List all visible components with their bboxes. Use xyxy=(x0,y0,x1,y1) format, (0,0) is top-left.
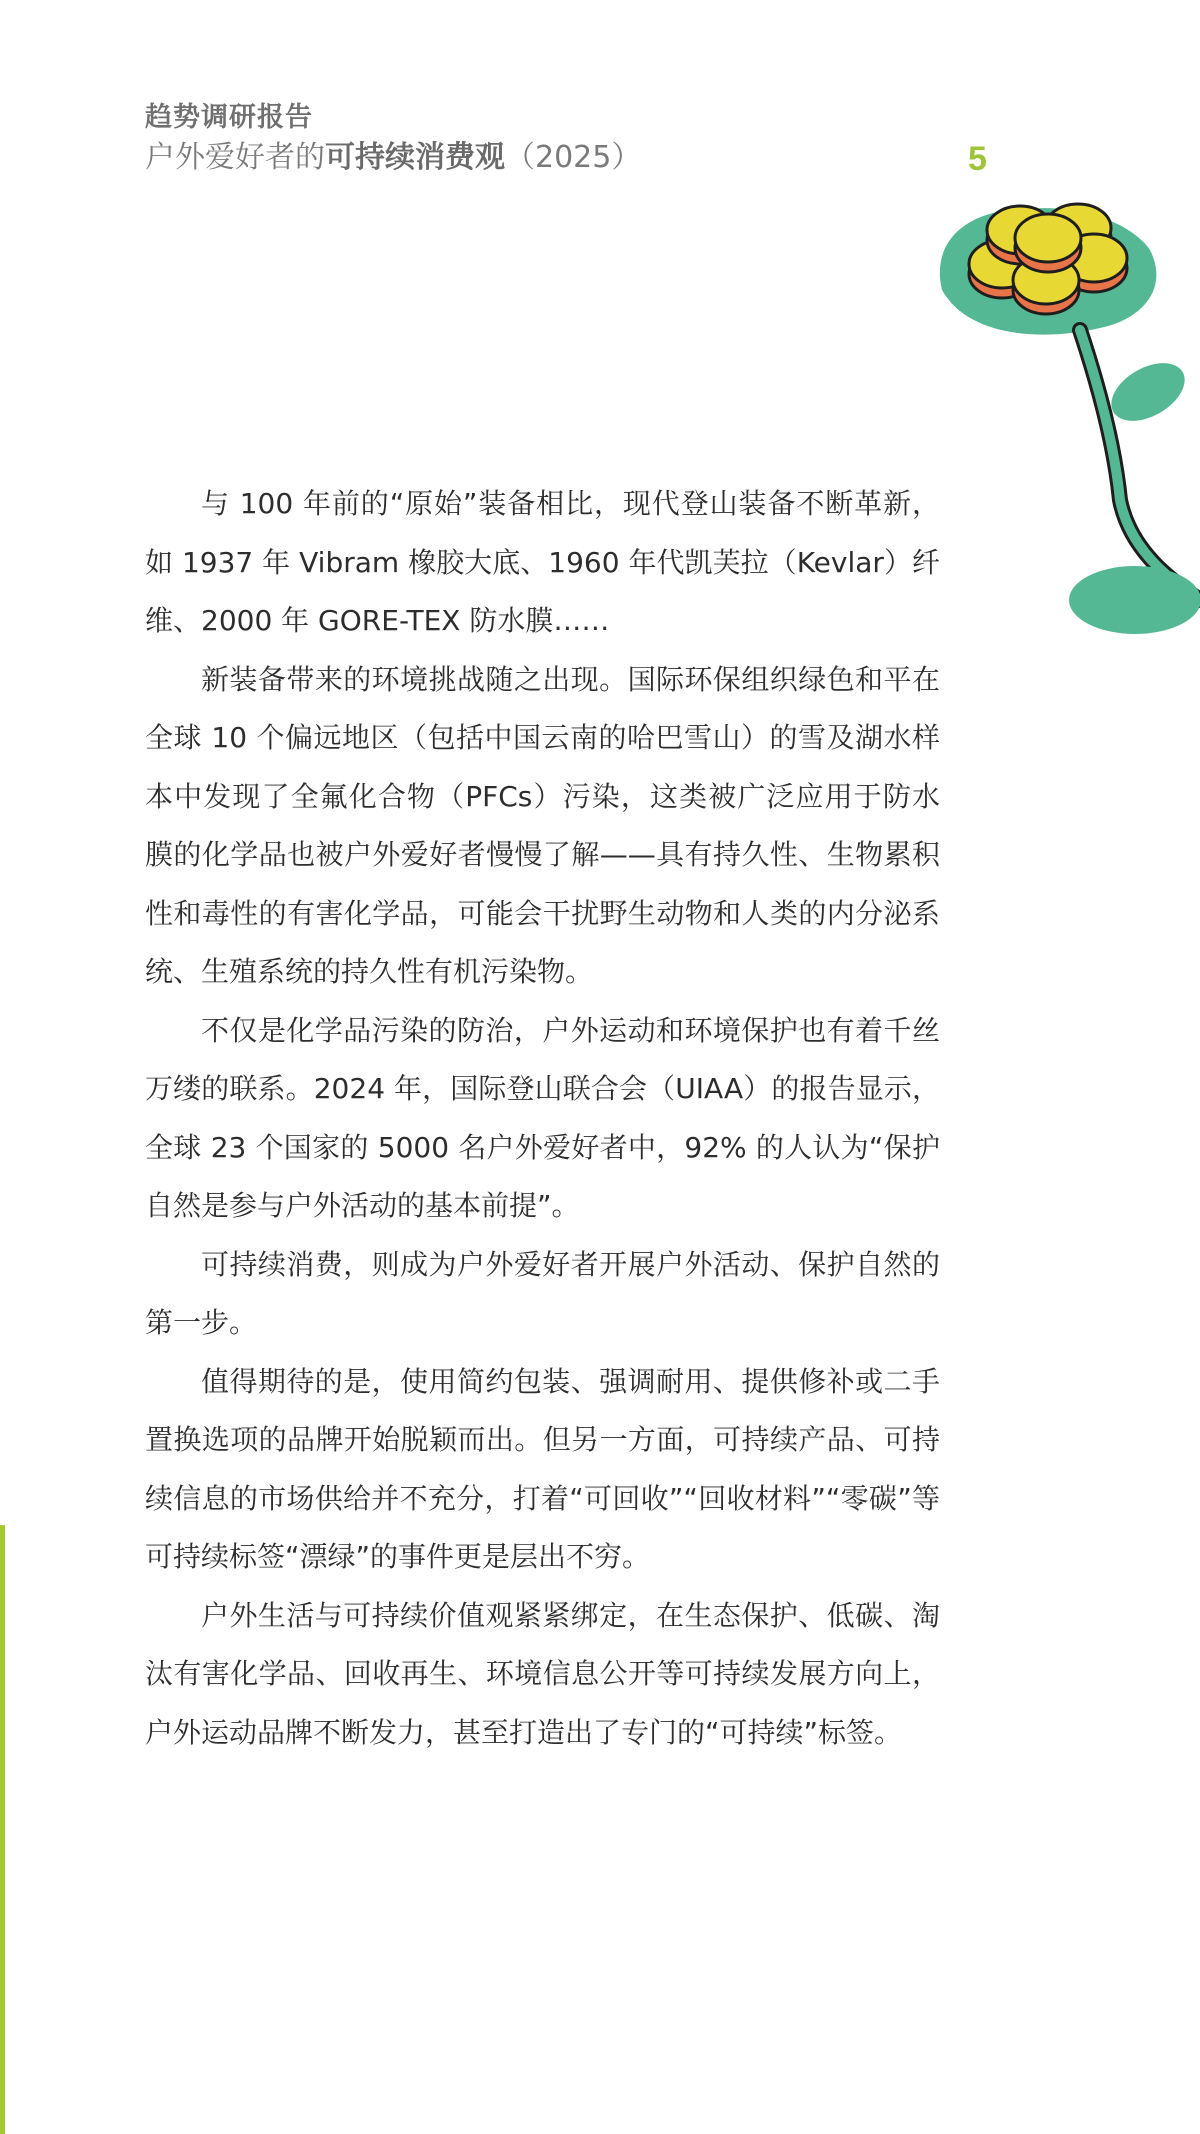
flower-illustration xyxy=(930,180,1200,640)
flower-leaf-lower xyxy=(1069,566,1200,634)
subtitle-suffix: （2025） xyxy=(505,140,642,175)
article-body xyxy=(145,475,940,1762)
side-accent-bar xyxy=(0,1525,5,2134)
page-number: 5 xyxy=(968,140,987,178)
paragraph: 新装备带来的环境挑战随之出现。国际环保组织绿色和平在全球 10 个偏远地区（包括中国云南的哈巴雪山）的雪及湖水样本中发现了全氟化合物（PFCs）污染，这类被广泛应用于防水膜的化学品也被户外爱好者慢慢了解——具有持久性、生物累积性和毒性的有害化学品，可能会干扰野生动物和人类的内分泌系统、生殖系统的持久性有机污染物。 xyxy=(145,662,940,988)
flower-leaf-upper xyxy=(1101,351,1194,433)
report-header xyxy=(145,100,641,180)
report-title: 趋势调研报告 xyxy=(145,102,313,133)
report-subtitle xyxy=(145,136,641,180)
paragraph: 值得期待的是，使用简约包装、强调耐用、提供修补或二手置换选项的品牌开始脱颖而出。但另一方面，可持续产品、可持续信息的市场供给并不充分，打着“可回收”“回收材料”“零碳”等可持续标签“漂绿”的事件更是层出不穷。 xyxy=(145,1364,940,1573)
paragraph: 与 100 年前的“原始”装备相比，现代登山装备不断革新，如 1937 年 Vibram 橡胶大底、1960 年代凯芙拉（Kevlar）纤维、2000 年 GORE-TEX 防水膜…… xyxy=(145,487,940,637)
subtitle-prefix: 户外爱好者的 xyxy=(145,140,325,175)
paragraph: 不仅是化学品污染的防治，户外运动和环境保护也有着千丝万缕的联系。2024 年，国际登山联合会（UIAA）的报告显示，全球 23 个国家的 5000 名户外爱好者中，92% 的人认为“保护自然是参与户外活动的基本前提”。 xyxy=(145,1013,940,1222)
paragraph: 可持续消费，则成为户外爱好者开展户外活动、保护自然的第一步。 xyxy=(145,1247,940,1339)
subtitle-strong: 可持续消费观 xyxy=(325,140,505,175)
paragraph: 户外生活与可持续价值观紧紧绑定，在生态保护、低碳、淘汰有害化学品、回收再生、环境信息公开等可持续发展方向上，户外运动品牌不断发力，甚至打造出了专门的“可持续”标签。 xyxy=(145,1598,940,1749)
